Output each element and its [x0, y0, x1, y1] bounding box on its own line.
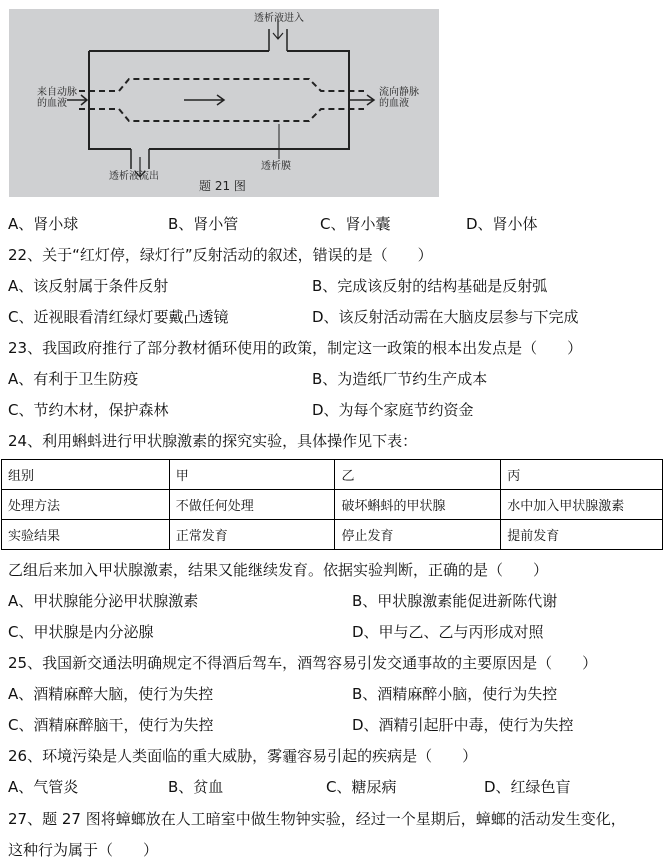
table-row — [2, 460, 663, 490]
q26-stem: 26、环境污染是人类面临的重大威胁，雾霾容易引起的疾病是（ ） — [8, 747, 478, 765]
table-cell: 乙 — [335, 460, 501, 490]
table-cell: 正常发育 — [169, 520, 335, 550]
q21-option-d: D、肾小体 — [466, 215, 538, 233]
q22-option-b: B、完成该反射的结构基础是反射弧 — [312, 277, 548, 295]
q27-stem-continued: 这种行为属于（ ） — [8, 841, 159, 859]
q24-option-b: B、甲状腺激素能促进新陈代谢 — [352, 592, 558, 610]
experiment-table — [1, 459, 663, 550]
q25-option-d: D、酒精引起肝中毒，使行为失控 — [352, 716, 574, 734]
dialysis-figure — [9, 9, 439, 197]
q23-stem: 23、我国政府推行了部分教材循环使用的政策，制定这一政策的根本出发点是（ ） — [8, 339, 583, 357]
table-cell: 破坏蝌蚪的甲状腺 — [335, 490, 501, 520]
table-cell: 不做任何处理 — [169, 490, 335, 520]
q22-option-d: D、该反射活动需在大脑皮层参与下完成 — [312, 308, 579, 326]
figure-caption: 题 21 图 — [199, 179, 246, 193]
q26-option-b: B、贫血 — [168, 778, 224, 796]
table-cell: 停止发育 — [335, 520, 501, 550]
q24-option-a: A、甲状腺能分泌甲状腺激素 — [8, 592, 199, 610]
label-membrane: 透析膜 — [261, 161, 291, 172]
table-cell: 甲 — [169, 460, 335, 490]
label-from-artery: 来自动脉 的血液 — [37, 87, 77, 109]
q26-option-d: D、红绿色盲 — [484, 778, 571, 796]
q23-option-c: C、节约木材，保护森林 — [8, 401, 169, 419]
q22-option-c: C、近视眼看清红绿灯要戴凸透镜 — [8, 308, 229, 326]
q22-option-a: A、该反射属于条件反射 — [8, 277, 169, 295]
table-row — [2, 490, 663, 520]
table-cell: 处理方法 — [2, 490, 170, 520]
q24-option-c: C、甲状腺是内分泌腺 — [8, 623, 154, 641]
q21-option-a: A、肾小球 — [8, 215, 79, 233]
q21-option-b: B、肾小管 — [168, 215, 239, 233]
q27-stem: 27、题 27 图将蟑螂放在人工暗室中做生物钟实验，经过一个星期后，蟑螂的活动发生变化， — [8, 810, 626, 828]
label-to-vein: 流向静脉 的血液 — [379, 87, 419, 109]
label-dialysate-out: 透析液流出 — [109, 171, 159, 182]
q26-option-c: C、糖尿病 — [326, 778, 397, 796]
q23-option-a: A、有利于卫生防疫 — [8, 370, 139, 388]
q24-option-d: D、甲与乙、乙与丙形成对照 — [352, 623, 544, 641]
q23-option-d: D、为每个家庭节约资金 — [312, 401, 474, 419]
table-cell: 水中加入甲状腺激素 — [501, 490, 663, 520]
q24-followup: 乙组后来加入甲状腺激素，结果又能继续发育。依据实验判断，正确的是（ ） — [8, 561, 549, 579]
table-cell: 提前发育 — [501, 520, 663, 550]
table-cell: 组别 — [2, 460, 170, 490]
q21-option-c: C、肾小囊 — [320, 215, 391, 233]
q25-option-a: A、酒精麻醉大脑，使行为失控 — [8, 685, 214, 703]
q26-option-a: A、气管炎 — [8, 778, 79, 796]
table-cell: 丙 — [501, 460, 663, 490]
q25-stem: 25、我国新交通法明确规定不得酒后驾车，酒驾容易引发交通事故的主要原因是（ ） — [8, 654, 598, 672]
q25-option-b: B、酒精麻醉小脑，使行为失控 — [352, 685, 558, 703]
label-dialysate-in: 透析液进入 — [254, 13, 304, 24]
q24-stem: 24、利用蝌蚪进行甲状腺激素的探究实验，具体操作见下表： — [8, 432, 418, 450]
q22-stem: 22、关于“红灯停，绿灯行”反射活动的叙述，错误的是（ ） — [8, 246, 433, 264]
table-row — [2, 520, 663, 550]
q23-option-b: B、为造纸厂节约生产成本 — [312, 370, 488, 388]
q25-option-c: C、酒精麻醉脑干，使行为失控 — [8, 716, 214, 734]
table-cell: 实验结果 — [2, 520, 170, 550]
